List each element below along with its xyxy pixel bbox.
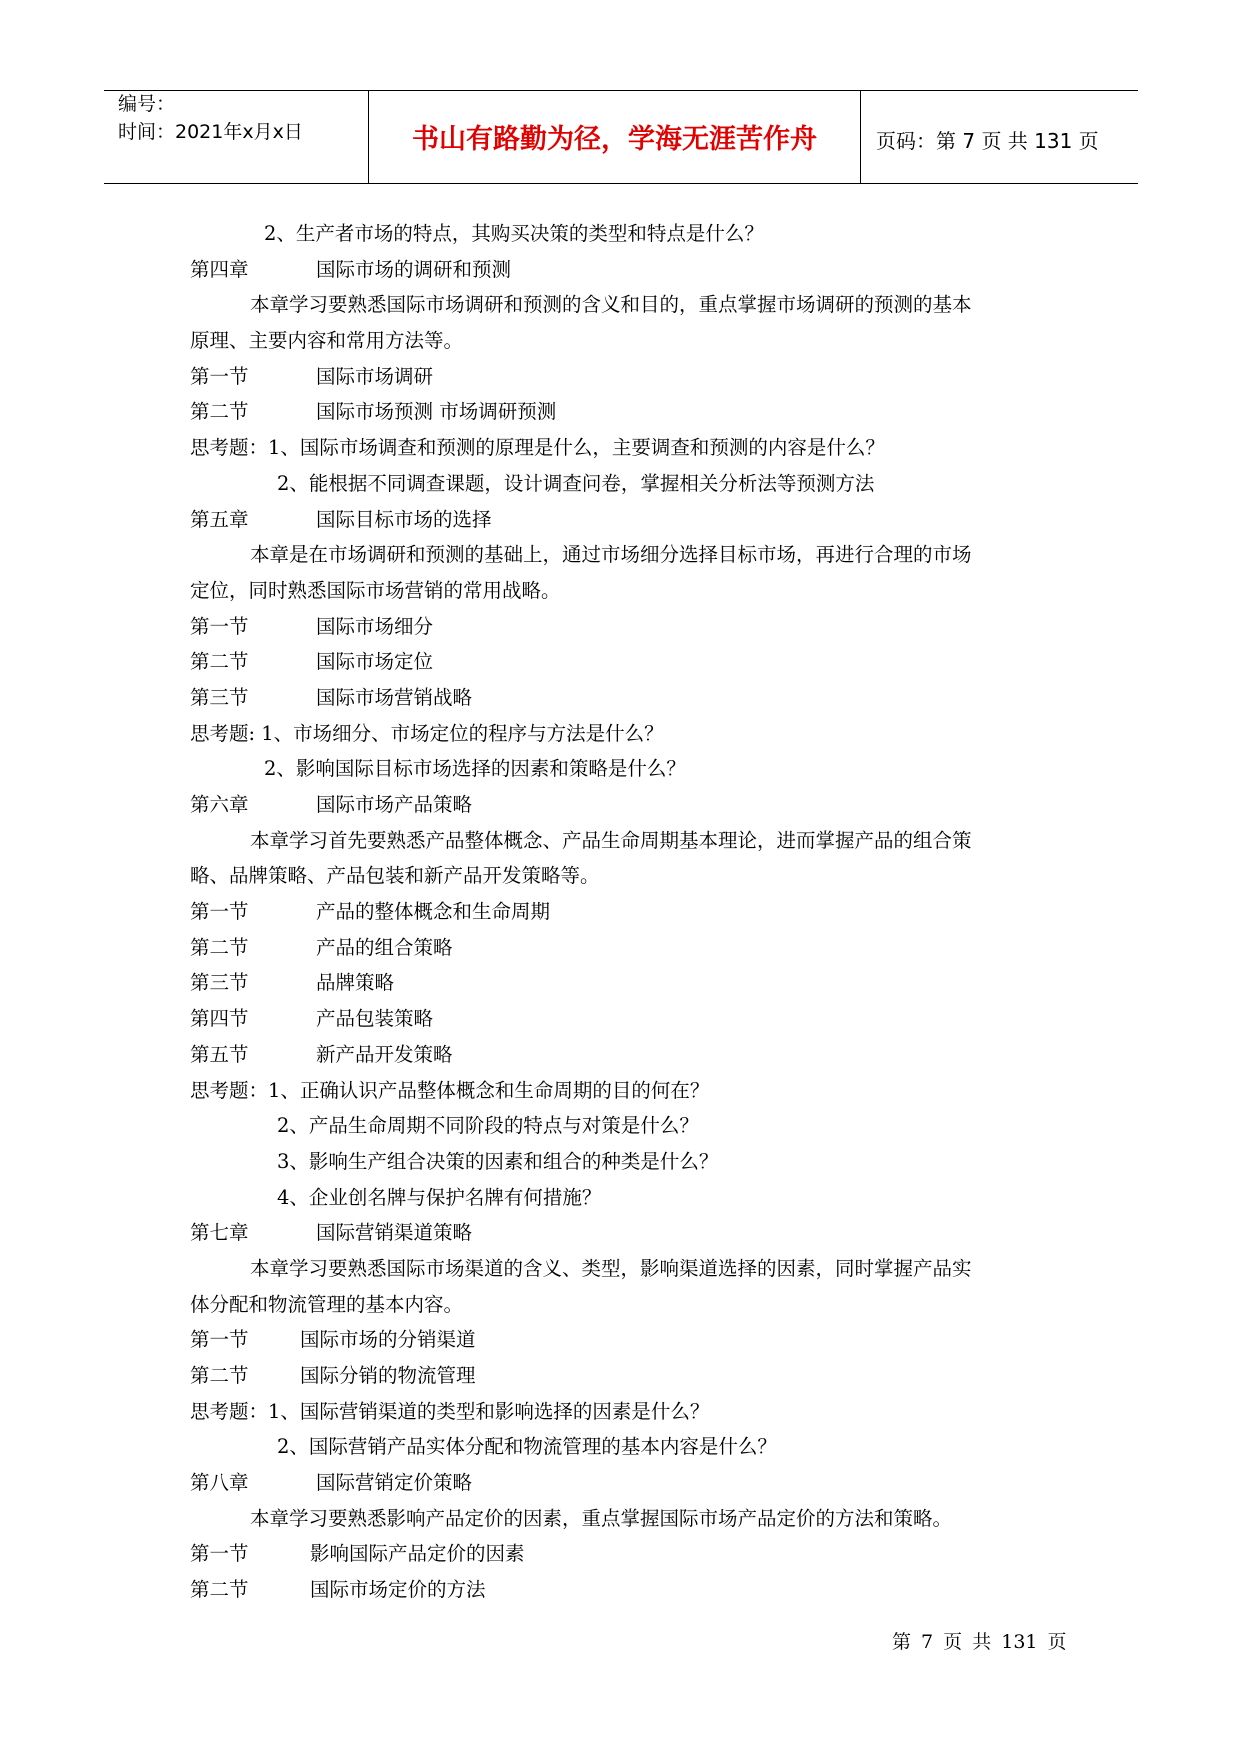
section-number: 第五节 — [190, 1042, 249, 1066]
section-heading-line — [190, 609, 1060, 645]
section-heading-line — [190, 965, 1060, 1001]
document-time-label: 时间：2021年x月x日 — [118, 121, 303, 143]
section-title: 国际市场定价的方法 — [310, 1578, 486, 1602]
question-line: 2、能根据不同调查课题，设计调查问卷，掌握相关分析法等预测方法 — [277, 471, 875, 495]
question-line: 3、影响生产组合决策的因素和组合的种类是什么？ — [277, 1149, 719, 1173]
document-number-label: 编号： — [118, 93, 176, 115]
section-number: 第五章 — [190, 507, 249, 531]
question-line: 思考题：1、国际营销渠道的类型和影响选择的因素是什么？ — [190, 1399, 710, 1423]
section-number: 第二节 — [190, 1364, 249, 1387]
section-title: 产品的组合策略 — [316, 935, 453, 959]
paragraph-line: 本章学习要熟悉国际市场调研和预测的含义和目的，重点掌握市场调研的预测的基本 — [250, 293, 972, 317]
question-line: 2、影响国际目标市场选择的因素和策略是什么？ — [264, 757, 686, 781]
section-heading-line — [190, 894, 1060, 930]
section-heading-line — [190, 644, 1060, 680]
section-number: 第一节 — [190, 364, 249, 388]
section-title: 国际市场的分销渠道 — [300, 1328, 476, 1352]
question-line: 思考题: 1、市场细分、市场定位的程序与方法是什么？ — [190, 721, 664, 745]
question-line: 4、企业创名牌与保护名牌有何措施？ — [277, 1185, 602, 1209]
paragraph-line: 略、品牌策略、产品包装和新产品开发策略等。 — [190, 864, 600, 888]
section-number: 第一节 — [190, 900, 249, 924]
section-number: 第二节 — [190, 1578, 249, 1602]
section-heading-line — [190, 1572, 1060, 1608]
section-number: 第八章 — [190, 1471, 249, 1495]
section-heading-line — [190, 1037, 1060, 1073]
section-title: 国际营销渠道策略 — [316, 1221, 473, 1245]
section-heading-line — [190, 1215, 1060, 1251]
section-number: 第四章 — [190, 257, 249, 281]
section-title: 品牌策略 — [316, 971, 395, 995]
section-title: 产品包装策略 — [316, 1007, 434, 1031]
paragraph-line: 原理、主要内容和常用方法等。 — [190, 329, 464, 353]
paragraph-line: 本章学习要熟悉国际市场渠道的含义、类型，影响渠道选择的因素，同时掌握产品实 — [250, 1256, 972, 1280]
page-header — [104, 90, 1138, 184]
section-number: 第三节 — [190, 685, 249, 709]
section-number: 第二节 — [190, 935, 249, 959]
section-heading-line — [190, 1465, 1060, 1501]
header-meta-cell — [104, 91, 369, 183]
section-heading-line — [190, 502, 1060, 538]
section-title: 国际市场产品策略 — [316, 793, 473, 816]
section-title: 国际目标市场的选择 — [316, 507, 492, 531]
question-line: 2、生产者市场的特点，其购买决策的类型和特点是什么？ — [264, 222, 764, 245]
section-title: 国际市场的调研和预测 — [316, 257, 512, 281]
section-title: 国际市场定位 — [316, 650, 434, 674]
paragraph-line: 定位，同时熟悉国际市场营销的常用战略。 — [190, 578, 561, 602]
section-heading-line — [190, 1358, 1060, 1394]
paragraph-line: 本章学习首先要熟悉产品整体概念、产品生命周期基本理论，进而掌握产品的组合策 — [250, 828, 972, 852]
section-number: 第三节 — [190, 971, 249, 995]
section-title: 国际市场预测 市场调研预测 — [316, 400, 557, 424]
section-title: 影响国际产品定价的因素 — [310, 1542, 525, 1566]
section-title: 产品的整体概念和生命周期 — [316, 900, 551, 924]
paragraph-line: 本章是在市场调研和预测的基础上，通过市场细分选择目标市场，再进行合理的市场 — [250, 543, 972, 567]
section-number: 第二节 — [190, 400, 249, 424]
section-heading-line — [190, 787, 1060, 823]
section-heading-line — [190, 930, 1060, 966]
section-heading-line — [190, 1536, 1060, 1572]
section-title: 国际市场营销战略 — [316, 685, 473, 709]
section-heading-line — [190, 1001, 1060, 1037]
section-title: 国际营销定价策略 — [316, 1471, 473, 1495]
header-motto-cell — [369, 91, 861, 183]
document-body — [190, 216, 1060, 1608]
paragraph-line: 体分配和物流管理的基本内容。 — [190, 1292, 464, 1316]
section-title: 国际市场调研 — [316, 364, 434, 388]
section-heading-line — [190, 680, 1060, 716]
question-line: 思考题：1、正确认识产品整体概念和生命周期的目的何在？ — [190, 1078, 710, 1102]
header-motto: 书山有路勤为径，学海无涯苦作舟 — [412, 124, 817, 155]
question-line: 思考题：1、国际市场调查和预测的原理是什么，主要调查和预测的内容是什么？ — [190, 436, 885, 460]
question-line: 2、国际营销产品实体分配和物流管理的基本内容是什么？ — [277, 1435, 777, 1459]
section-heading-line — [190, 252, 1060, 288]
page-footer: 第 7 页 共 131 页 — [892, 1631, 1067, 1653]
section-title: 国际分销的物流管理 — [300, 1364, 476, 1387]
section-number: 第二节 — [190, 650, 249, 674]
section-heading-line — [190, 359, 1060, 395]
paragraph-line: 本章学习要熟悉影响产品定价的因素，重点掌握国际市场产品定价的方法和策略。 — [250, 1506, 953, 1530]
header-page-info: 页码：第 7 页 共 131 页 — [876, 129, 1099, 153]
section-number: 第一节 — [190, 614, 249, 638]
section-number: 第一节 — [190, 1542, 249, 1566]
section-title: 新产品开发策略 — [316, 1042, 453, 1066]
section-heading-line — [190, 1322, 1060, 1358]
section-number: 第四节 — [190, 1007, 249, 1031]
section-heading-line — [190, 394, 1060, 430]
section-number: 第六章 — [190, 793, 249, 816]
question-line: 2、产品生命周期不同阶段的特点与对策是什么？ — [277, 1114, 699, 1138]
section-number: 第七章 — [190, 1221, 249, 1245]
header-page-cell — [861, 91, 1138, 183]
section-number: 第一节 — [190, 1328, 249, 1352]
section-title: 国际市场细分 — [316, 614, 434, 638]
